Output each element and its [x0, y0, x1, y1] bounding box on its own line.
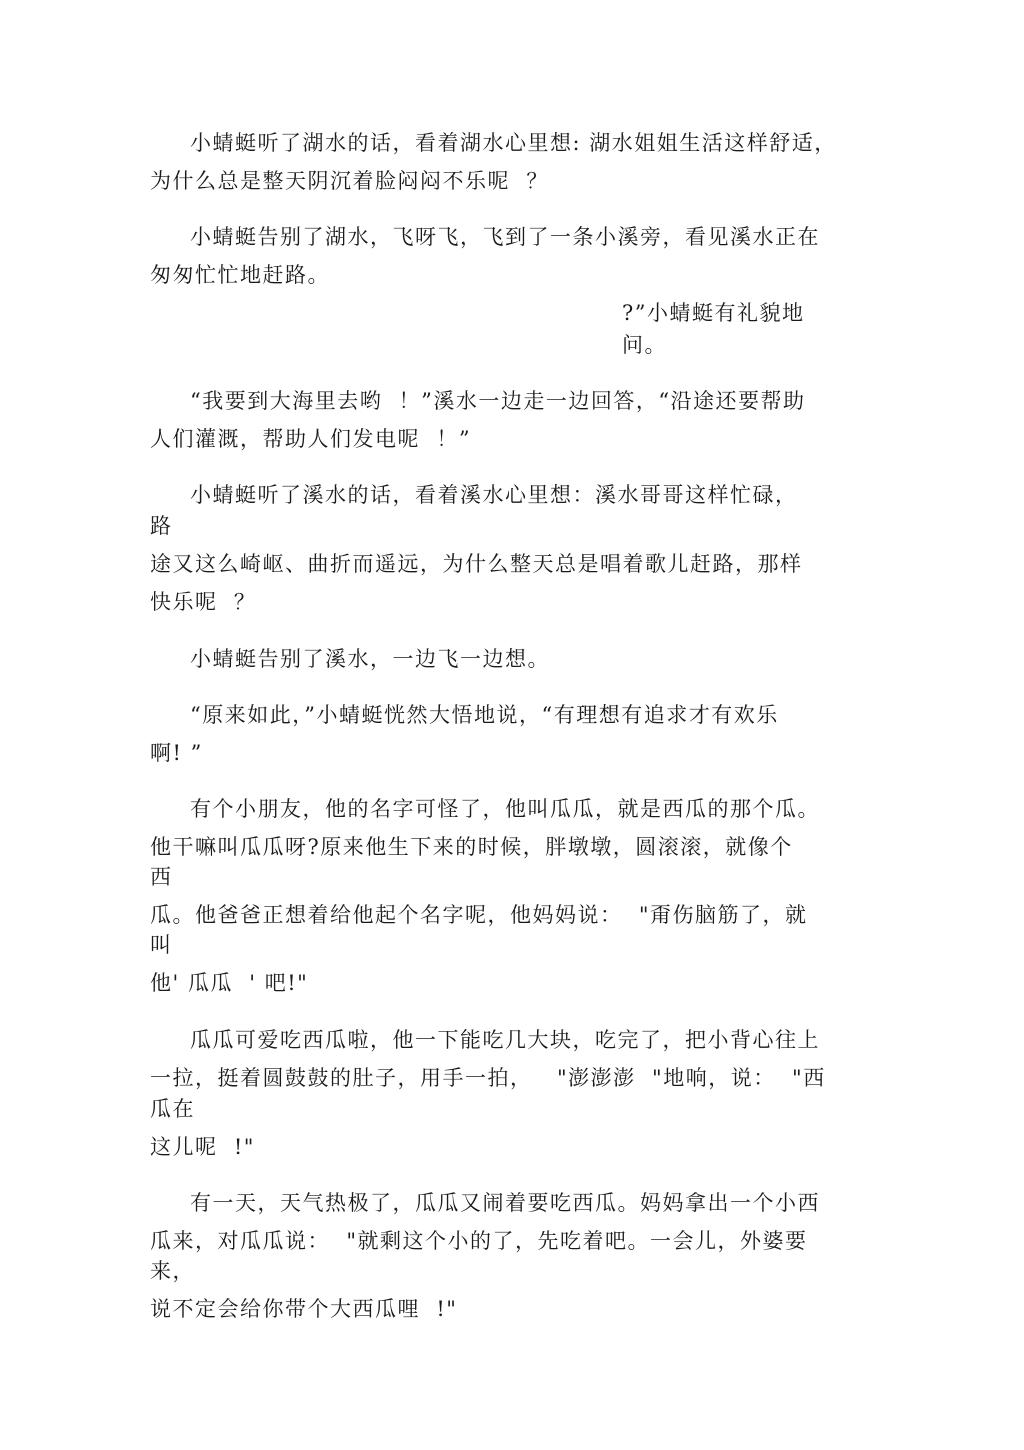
text-line: 这儿呢 !" [150, 1135, 255, 1159]
text-line: 说不定会给你带个大西瓜哩 !" [150, 1297, 458, 1321]
text-line: 快乐呢 ？ [150, 590, 257, 614]
text-line: 一拉，挺着圆鼓鼓的肚子，用手一拍， "澎澎澎 "地响，说： "西 [150, 1066, 826, 1090]
text-line: 西 [150, 865, 173, 889]
text-line: 小蜻蜓告别了溪水，一边飞一边想。 [190, 647, 550, 671]
text-line: 瓜瓜可爱吃西瓜啦，他一下能吃几大块，吃完了，把小背心往上 [190, 1028, 820, 1052]
text-line: 匆匆忙忙地赶路。 [150, 263, 330, 287]
text-line: 瓜来，对瓜瓜说： "就剩这个小的了，先吃着吧。一会儿，外婆要 [150, 1229, 808, 1253]
text-line: 有一天，天气热极了，瓜瓜又闹着要吃西瓜。妈妈拿出一个小西 [190, 1191, 820, 1215]
text-line: “原来如此，”小蜻蜓恍然大悟地说，“有理想有追求才有欢乐 [190, 703, 779, 727]
text-line: 问。 [622, 333, 667, 357]
text-line: 人们灌溉，帮助人们发电呢 ！” [150, 427, 472, 451]
text-line: 有个小朋友，他的名字可怪了，他叫瓜瓜，就是西瓜的那个瓜。 [190, 797, 820, 821]
text-line: 啊! ” [150, 741, 203, 765]
text-line: 他' 瓜瓜 ' 吧!" [150, 971, 309, 995]
text-line: 路 [150, 514, 173, 538]
text-line: 瓜在 [150, 1097, 195, 1121]
text-line: 瓜。他爸爸正想着给他起个名字呢，他妈妈说： "甭伤脑筋了，就 [150, 903, 808, 927]
text-line: 小蜻蜓听了湖水的话，看着湖水心里想: 湖水姐姐生活这样舒适， [190, 131, 837, 155]
text-line: 叫 [150, 933, 173, 957]
text-line: 小蜻蜓告别了湖水，飞呀飞，飞到了一条小溪旁，看见溪水正在 [190, 225, 820, 249]
text-line: 来， [150, 1259, 195, 1283]
text-line: 他干嘛叫瓜瓜呀?原来他生下来的时候，胖墩墩，圆滚滚，就像个 [150, 835, 793, 859]
text-line: “我要到大海里去哟 ！”溪水一边走一边回答，“沿途还要帮助 [190, 389, 806, 413]
text-line: 为什么总是整天阴沉着脸闷闷不乐呢 ？ [150, 169, 549, 193]
text-line: 小蜻蜓听了溪水的话，看着溪水心里想：溪水哥哥这样忙碌， [190, 483, 798, 507]
text-line: 途又这么崎岖、曲折而遥远，为什么整天总是唱着歌儿赶路，那样 [150, 552, 803, 576]
text-line: ?”小蜻蜓有礼貌地 [622, 301, 805, 325]
